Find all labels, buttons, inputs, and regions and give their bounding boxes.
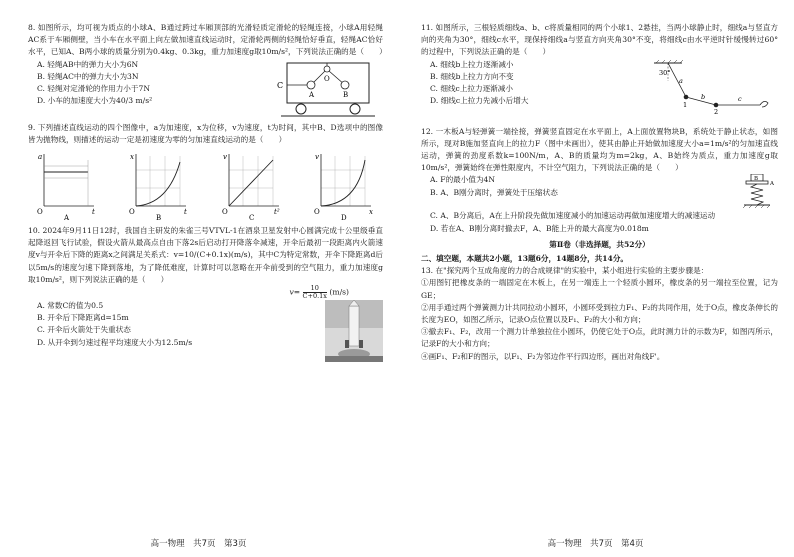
question-12-stem: 12. 一木板A与轻弹簧一端拴接，弹簧竖直固定在水平面上，A上面放置物块B，系统处于静止状态，如图所示，现对B施加竖直向上的拉力F（图中未画出），使其由静止开始做加速度大小a=1m/s²的匀加速直线运动，弹簧的劲度系数k=100N/m，A、B的质量均为m=2kg，A、B始终为质点，重力加速度g取10m/s²，弹簧始终在弹性限度内，不计空气阻力，下列说法正确的是（ ） — [421, 126, 778, 173]
graph-b-origin: O — [129, 208, 136, 217]
formula-fraction — [303, 285, 327, 300]
graph-a-xlabel: t — [92, 208, 95, 217]
graph-d — [313, 150, 375, 220]
label-b: b — [701, 92, 706, 101]
cart-wheel — [350, 104, 360, 114]
q10-option-b[interactable]: B. 开伞后下降距离d=15m — [37, 313, 129, 323]
cart-body — [287, 63, 369, 103]
label-b: B — [343, 90, 349, 99]
hand-icon — [760, 101, 768, 107]
label-block-b: B — [754, 176, 759, 183]
graph-c — [221, 150, 283, 220]
graph-a — [36, 150, 98, 220]
graph-c-label: C — [248, 214, 255, 221]
q11-option-b[interactable]: B. 细线b上拉力方向不变 — [430, 71, 514, 81]
left-footer: 高一物理 共7页 第3页 — [150, 539, 247, 549]
q11-option-d[interactable]: D. 细线c上拉力先减小后增大 — [430, 96, 529, 106]
angle-label: 30° — [659, 68, 671, 77]
graph-b-curve — [136, 162, 180, 206]
q12-option-c[interactable]: C. A、B分离后，A在上升阶段先做加速度减小的加速运动再做加速度增大的减速运动 — [430, 211, 716, 221]
question-9 — [28, 122, 383, 220]
formula-unit: (m/s) — [329, 287, 349, 297]
label-c: c — [738, 94, 742, 103]
question-11-stem: 11. 如图所示，三根轻质细线a、b、c将质量相同的两个小球1、2悬挂，当两小球静止时，细线a与竖直方向的夹角为30°，细线c水平，现保持细线a与竖直方向夹角30°不变，将细线c由水平逆时针缓慢转过60°的过程中，下列说法正确的是（ ） — [421, 23, 778, 57]
label-c: C — [277, 80, 284, 90]
q13-step-2: ②用手通过两个弹簧测力计共同拉动小圆环，小圆环受到拉力F₁、F₂的共同作用，处于O点，橡皮条伸长的长度为EO，如图乙所示，记录O点位置以及F₁、F₂的大小和方向； — [421, 302, 778, 325]
formula-v: v= — [289, 287, 301, 297]
label-board-a: A — [770, 181, 774, 188]
label-o: O — [324, 74, 330, 83]
right-footer: 高一物理 共7页 第4页 — [547, 539, 644, 549]
q12-option-b[interactable]: B. A、B刚分离时，弹簧处于压缩状态 — [430, 187, 558, 197]
label-1: 1 — [683, 100, 688, 109]
spring — [751, 184, 763, 205]
graph-b — [128, 150, 190, 220]
ball-1 — [684, 94, 689, 99]
q12-option-a[interactable]: A. F的最小值为4N — [430, 175, 496, 185]
question-13-intro: 13. 在"探究两个互成角度的力的合成规律"的实验中，某小组进行实验的主要步骤是： — [421, 266, 709, 276]
q8-option-d[interactable]: D. 小车的加速度大小为40/3 m/s² — [37, 96, 153, 106]
part-2-heading: 二、填空题，本题共2小题，13题6分，14题8分，共14分。 — [421, 254, 629, 264]
q10-formula — [28, 285, 383, 300]
question-10 — [28, 225, 383, 362]
q12-option-d[interactable]: D. 若在A、B刚分离时撤去F，A、B能上升的最大高度为0.018m — [430, 223, 649, 233]
label-a: A — [309, 90, 315, 99]
graph-b-ylabel: x — [130, 153, 135, 162]
right-column — [421, 22, 778, 535]
q12-spring-figure — [738, 174, 778, 210]
q11-option-c[interactable]: C. 细线c上拉力逐渐减小 — [430, 84, 513, 94]
graph-d-label: D — [340, 214, 347, 221]
label-2: 2 — [714, 107, 719, 116]
graph-c-xlabel: t² — [273, 208, 280, 217]
q10-option-a[interactable]: A. 常数C的值为0.5 — [37, 301, 104, 311]
q13-step-4: ④画F₁、F₂和F的图示，以F₁、F₂为邻边作平行四边形，画出对角线F'。 — [421, 351, 665, 361]
ball-2 — [714, 102, 719, 107]
string-a — [668, 63, 686, 97]
q8-option-b[interactable]: B. 轻绳AC中的弹力大小为3N — [37, 71, 139, 81]
graph-c-line — [229, 160, 273, 206]
graph-a-label: A — [64, 214, 70, 221]
q10-option-d[interactable]: D. 从开伞到匀速过程平均速度大小为12.5m/s — [37, 337, 193, 347]
q10-option-c[interactable]: C. 开伞后火箭处于失重状态 — [37, 325, 131, 335]
rocket-photo — [325, 300, 383, 362]
question-9-stem: 9. 下列描述直线运动的四个图像中，a为加速度，x为位移，v为速度，t为时间，其中B、D选项中的图像皆为抛物线，则描述的运动一定是初速度为零的匀加速直线运动的是（ ） — [28, 122, 383, 144]
question-8-stem: 8. 如图所示，均可视为质点的小球A、B通过跨过车厢顶部的光滑轻质定滑轮的轻绳连接，小球A用轻绳AC系于车厢侧壁，当小车在水平面上向左做加速直线运动时，定滑轮两侧的轻绳恰好垂直，轻绳AC恰好水平，已知A、B两小球的质量分别为0.4kg、0.3kg，重力加速度g取10m/s²，下列说法正确的是（ ） — [28, 23, 387, 57]
formula-numerator: 10 — [303, 285, 327, 293]
q8-option-a[interactable]: A. 轻绳AB中的弹力大小为6N — [37, 59, 139, 69]
cart-wheel — [296, 104, 306, 114]
section-ii-title: 第Ⅱ卷（非选择题，共52分） — [549, 239, 650, 249]
graph-a-ylabel: a — [38, 153, 43, 162]
q11-strings-figure — [638, 59, 778, 121]
ball-a — [307, 81, 315, 89]
left-column — [28, 22, 387, 535]
question-8 — [28, 22, 387, 117]
graph-c-origin: O — [221, 208, 228, 217]
graph-b-label: B — [156, 214, 162, 221]
q8-option-c[interactable]: C. 轻绳对定滑轮的作用力小于7N — [37, 84, 150, 94]
graph-d-xlabel: x — [368, 208, 373, 217]
q11-option-a[interactable]: A. 细线b上拉力逐渐减小 — [430, 59, 514, 69]
q8-cart-figure — [273, 59, 383, 117]
graph-d-ylabel: v — [314, 153, 319, 162]
graph-d-curve — [321, 160, 365, 206]
graph-a-origin: O — [37, 208, 43, 217]
formula-denominator: C+0.1x — [302, 292, 327, 301]
right-page — [397, 0, 794, 557]
graph-d-origin: O — [313, 208, 320, 217]
question-11 — [421, 22, 778, 121]
ball-b — [341, 81, 349, 89]
question-13 — [421, 265, 778, 363]
q13-step-3: ③撤去F₁、F₂，改用一个测力计单独拉住小圆环，仍使它处于O点，此时测力计的示数为F，如图丙所示，记录F的大小和方向； — [421, 327, 778, 349]
q9-graphs — [28, 150, 383, 220]
graph-c-ylabel: v — [222, 153, 227, 162]
q13-step-1: ①用图钉把橡皮条的一端固定在木板上，在另一端连上一个轻质小圆环，橡皮条的另一端拉至位置，记为GE； — [421, 278, 778, 300]
question-10-stem: 10. 2024年9月11日12时，我国自主研发的朱雀三号VTVL-1在酒泉卫星发射中心圆满完成十公里级垂直起降返回飞行试验，假设火箭从最高点自由下落2s后启动打开降落伞减速，开伞后最初一段距离内火箭速度v与开伞后下降的距离x之间满足关系式：v=10/(C+0.1x)(m/s)，其中C为特定常数，开伞下降距离d后以5m/s的速度匀速下降到落地，为了降低难度，计算时可以忽略在开伞前受到的空气阻力，重力加速度g取10m/s²，则下列说法正确的是（ ） — [28, 226, 383, 284]
label-a: a — [679, 76, 683, 85]
question-12 — [421, 126, 778, 235]
graph-b-xlabel: t — [184, 208, 188, 217]
